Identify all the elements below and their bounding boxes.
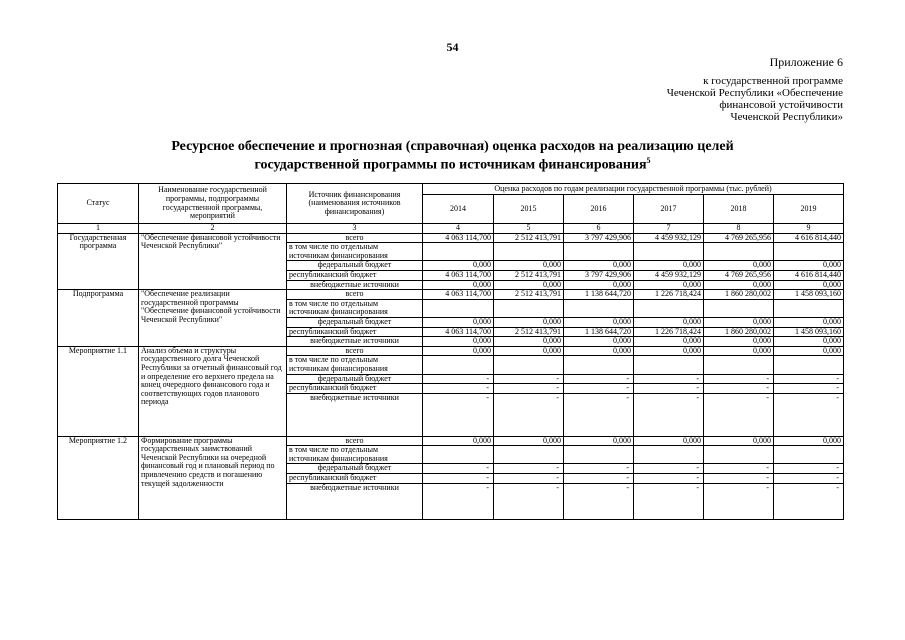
appendix-block xyxy=(667,56,843,123)
source-cell: внебюджетные источники xyxy=(287,337,423,347)
value-cell: 0,000 xyxy=(423,346,494,356)
value-cell: 0,000 xyxy=(423,261,494,271)
source-cell: всего xyxy=(287,346,423,356)
value-cell: 0,000 xyxy=(423,436,494,446)
value-cell: - xyxy=(774,374,844,384)
footnote-mark: 5 xyxy=(646,156,651,165)
value-cell: 4 459 932,129 xyxy=(634,233,704,243)
value-cell: - xyxy=(774,483,844,519)
value-cell: 0,000 xyxy=(564,317,634,327)
appendix-line: к государственной программе xyxy=(703,75,843,87)
value-cell: 0,000 xyxy=(423,280,494,290)
value-cell: 2 512 413,791 xyxy=(494,327,564,337)
value-cell: 4 063 114,700 xyxy=(423,270,494,280)
header-status: Статус xyxy=(58,184,139,224)
table-body xyxy=(58,233,844,519)
header-year: 2017 xyxy=(634,195,704,224)
table-row xyxy=(58,346,844,356)
title-line: Ресурсное обеспечение и прогнозная (справочная) оценка расходов на реализацию целей xyxy=(171,139,734,154)
value-cell: - xyxy=(634,464,704,474)
name-cell: "Обеспечение реализации государственной программы "Обеспечение финансовой устойчивости Чеченской Республики" xyxy=(139,290,287,347)
value-cell: 0,000 xyxy=(704,261,774,271)
value-cell xyxy=(494,356,564,374)
appendix-title: Приложение 6 xyxy=(769,55,843,69)
value-cell: - xyxy=(494,464,564,474)
value-cell: - xyxy=(634,384,704,394)
value-cell: - xyxy=(634,474,704,484)
value-cell xyxy=(564,243,634,261)
value-cell: - xyxy=(634,374,704,384)
value-cell: 0,000 xyxy=(494,346,564,356)
value-cell: - xyxy=(494,374,564,384)
source-cell: всего xyxy=(287,290,423,300)
value-cell: - xyxy=(494,393,564,436)
value-cell: - xyxy=(774,474,844,484)
title-line-text: государственной программы по источникам финансирования xyxy=(254,157,647,173)
table-row xyxy=(58,290,844,300)
name-cell: Формирование программы государственных заимствований Чеченской Республики на очередной финансовый год и плановый период по привлечению средств и погашению текущей задолженности xyxy=(139,436,287,519)
value-cell: 1 138 644,720 xyxy=(564,290,634,300)
value-cell: 0,000 xyxy=(704,346,774,356)
value-cell: 1 226 718,424 xyxy=(634,290,704,300)
header-year: 2015 xyxy=(494,195,564,224)
index-cell: 2 xyxy=(139,224,287,234)
value-cell: 0,000 xyxy=(634,337,704,347)
value-cell: 0,000 xyxy=(494,280,564,290)
source-incl-line: источникам финансирования xyxy=(289,453,388,463)
value-cell: 0,000 xyxy=(704,280,774,290)
value-cell xyxy=(704,356,774,374)
value-cell: 0,000 xyxy=(704,337,774,347)
value-cell xyxy=(634,243,704,261)
index-cell: 7 xyxy=(634,224,704,234)
value-cell xyxy=(634,356,704,374)
value-cell: - xyxy=(634,393,704,436)
source-cell xyxy=(287,446,423,464)
index-cell: 1 xyxy=(58,224,139,234)
source-incl-line: в том числе по отдельным xyxy=(289,242,379,252)
source-cell: всего xyxy=(287,233,423,243)
value-cell xyxy=(634,446,704,464)
value-cell: 2 512 413,791 xyxy=(494,290,564,300)
name-cell: Анализ объема и структуры государственного долга Чеченской Республики за отчетный финансовый год и определение его верхнего предела на конец очередного финансового года и соответствующих годов планового периода xyxy=(139,346,287,436)
value-cell: 4 459 932,129 xyxy=(634,270,704,280)
source-cell: республиканский бюджет xyxy=(287,474,423,484)
value-cell xyxy=(704,299,774,317)
source-cell: федеральный бюджет xyxy=(287,261,423,271)
value-cell: - xyxy=(704,384,774,394)
header-year: 2018 xyxy=(704,195,774,224)
value-cell: 0,000 xyxy=(494,261,564,271)
value-cell: - xyxy=(494,384,564,394)
source-incl-line: в том числе по отдельным xyxy=(289,355,379,365)
value-cell: 1 860 280,002 xyxy=(704,327,774,337)
header-year: 2016 xyxy=(564,195,634,224)
value-cell: - xyxy=(494,474,564,484)
value-cell: - xyxy=(704,474,774,484)
value-cell xyxy=(564,356,634,374)
value-cell: 0,000 xyxy=(774,317,844,327)
source-incl-line: источникам финансирования xyxy=(289,307,388,317)
source-cell: республиканский бюджет xyxy=(287,270,423,280)
value-cell: 0,000 xyxy=(704,317,774,327)
value-cell xyxy=(494,243,564,261)
appendix-line: финансовой устойчивости xyxy=(719,99,843,111)
value-cell xyxy=(423,299,494,317)
value-cell: 0,000 xyxy=(774,261,844,271)
status-cell: Мероприятие 1.1 xyxy=(58,346,139,436)
value-cell: 0,000 xyxy=(774,436,844,446)
value-cell: 0,000 xyxy=(634,280,704,290)
value-cell: - xyxy=(704,393,774,436)
value-cell: - xyxy=(423,474,494,484)
index-cell: 8 xyxy=(704,224,774,234)
header-name: Наименование государственной программы, подпрограммы государственной программы, мероприятий xyxy=(139,184,287,224)
value-cell: 0,000 xyxy=(774,337,844,347)
source-cell: федеральный бюджет xyxy=(287,374,423,384)
source-cell xyxy=(287,299,423,317)
value-cell: 0,000 xyxy=(564,261,634,271)
appendix-line: Чеченской Республики «Обеспечение xyxy=(666,87,843,99)
value-cell: - xyxy=(564,474,634,484)
source-cell: внебюджетные источники xyxy=(287,393,423,436)
value-cell: 0,000 xyxy=(634,261,704,271)
value-cell xyxy=(423,243,494,261)
value-cell: - xyxy=(564,464,634,474)
header-year: 2014 xyxy=(423,195,494,224)
value-cell xyxy=(494,299,564,317)
value-cell: 0,000 xyxy=(564,337,634,347)
value-cell: 0,000 xyxy=(494,436,564,446)
source-cell: всего xyxy=(287,436,423,446)
value-cell: - xyxy=(564,374,634,384)
value-cell: - xyxy=(494,483,564,519)
value-cell: 2 512 413,791 xyxy=(494,233,564,243)
value-cell: - xyxy=(423,374,494,384)
value-cell xyxy=(564,446,634,464)
value-cell xyxy=(704,446,774,464)
index-cell: 6 xyxy=(564,224,634,234)
name-cell: "Обеспечение финансовой устойчивости Чеченской Республики" xyxy=(139,233,287,290)
source-cell: внебюджетные источники xyxy=(287,483,423,519)
value-cell: - xyxy=(774,384,844,394)
source-cell: республиканский бюджет xyxy=(287,327,423,337)
value-cell: 4 769 265,956 xyxy=(704,233,774,243)
value-cell: 3 797 429,906 xyxy=(564,270,634,280)
document-title xyxy=(60,140,845,173)
source-cell xyxy=(287,356,423,374)
value-cell: - xyxy=(564,483,634,519)
value-cell: 0,000 xyxy=(634,317,704,327)
status-cell: Подпрограмма xyxy=(58,290,139,347)
value-cell: 0,000 xyxy=(774,280,844,290)
value-cell: 4 616 814,440 xyxy=(774,233,844,243)
header-estimate: Оценка расходов по годам реализации государственной программы (тыс. рублей) xyxy=(423,184,844,195)
source-incl-line: в том числе по отдельным xyxy=(289,299,379,308)
value-cell: 0,000 xyxy=(564,346,634,356)
value-cell: 1 458 093,160 xyxy=(774,290,844,300)
value-cell xyxy=(774,243,844,261)
value-cell xyxy=(704,243,774,261)
value-cell: 0,000 xyxy=(634,346,704,356)
value-cell: 0,000 xyxy=(494,317,564,327)
index-cell: 9 xyxy=(774,224,844,234)
value-cell xyxy=(634,299,704,317)
value-cell: - xyxy=(423,384,494,394)
value-cell: - xyxy=(564,384,634,394)
value-cell: 1 226 718,424 xyxy=(634,327,704,337)
value-cell: 0,000 xyxy=(704,436,774,446)
header-row xyxy=(58,184,844,195)
value-cell: 0,000 xyxy=(564,436,634,446)
header-source: Источник финансирования (наименования источников финансирования) xyxy=(287,184,423,224)
index-cell: 5 xyxy=(494,224,564,234)
index-cell: 3 xyxy=(287,224,423,234)
budget-table xyxy=(57,183,844,520)
index-row xyxy=(58,224,844,234)
source-cell: внебюджетные источники xyxy=(287,280,423,290)
table-row xyxy=(58,436,844,446)
value-cell: 1 860 280,002 xyxy=(704,290,774,300)
value-cell xyxy=(564,299,634,317)
value-cell: - xyxy=(704,483,774,519)
value-cell: 4 063 114,700 xyxy=(423,290,494,300)
title-line-2 xyxy=(60,154,845,173)
value-cell xyxy=(774,299,844,317)
value-cell xyxy=(774,446,844,464)
value-cell: 0,000 xyxy=(634,436,704,446)
source-incl-line: источникам финансирования xyxy=(289,250,388,260)
value-cell: 0,000 xyxy=(494,337,564,347)
source-incl-line: в том числе по отдельным xyxy=(289,445,379,455)
value-cell: 2 512 413,791 xyxy=(494,270,564,280)
value-cell: 3 797 429,906 xyxy=(564,233,634,243)
value-cell: 0,000 xyxy=(564,280,634,290)
value-cell xyxy=(423,356,494,374)
value-cell: 1 458 093,160 xyxy=(774,327,844,337)
value-cell: - xyxy=(774,464,844,474)
value-cell: 4 616 814,440 xyxy=(774,270,844,280)
value-cell: 0,000 xyxy=(774,346,844,356)
value-cell: - xyxy=(423,464,494,474)
value-cell: 1 138 644,720 xyxy=(564,327,634,337)
value-cell xyxy=(423,446,494,464)
value-cell: - xyxy=(423,483,494,519)
index-cell: 4 xyxy=(423,224,494,234)
status-cell: Государственная программа xyxy=(58,233,139,290)
source-cell: федеральный бюджет xyxy=(287,317,423,327)
source-cell: федеральный бюджет xyxy=(287,464,423,474)
value-cell: 4 063 114,700 xyxy=(423,233,494,243)
value-cell: 0,000 xyxy=(423,337,494,347)
value-cell: - xyxy=(704,374,774,384)
appendix-line: Чеченской Республики» xyxy=(730,111,843,123)
value-cell: - xyxy=(634,483,704,519)
value-cell: - xyxy=(423,393,494,436)
value-cell xyxy=(774,356,844,374)
source-incl-line: источникам финансирования xyxy=(289,363,388,373)
source-cell xyxy=(287,243,423,261)
value-cell: - xyxy=(774,393,844,436)
value-cell: 4 769 265,956 xyxy=(704,270,774,280)
table-row xyxy=(58,233,844,243)
value-cell: - xyxy=(564,393,634,436)
value-cell xyxy=(494,446,564,464)
status-cell: Мероприятие 1.2 xyxy=(58,436,139,519)
source-cell: республиканский бюджет xyxy=(287,384,423,394)
value-cell: - xyxy=(704,464,774,474)
value-cell: 4 063 114,700 xyxy=(423,327,494,337)
page-number: 54 xyxy=(446,40,459,54)
header-year: 2019 xyxy=(774,195,844,224)
value-cell: 0,000 xyxy=(423,317,494,327)
